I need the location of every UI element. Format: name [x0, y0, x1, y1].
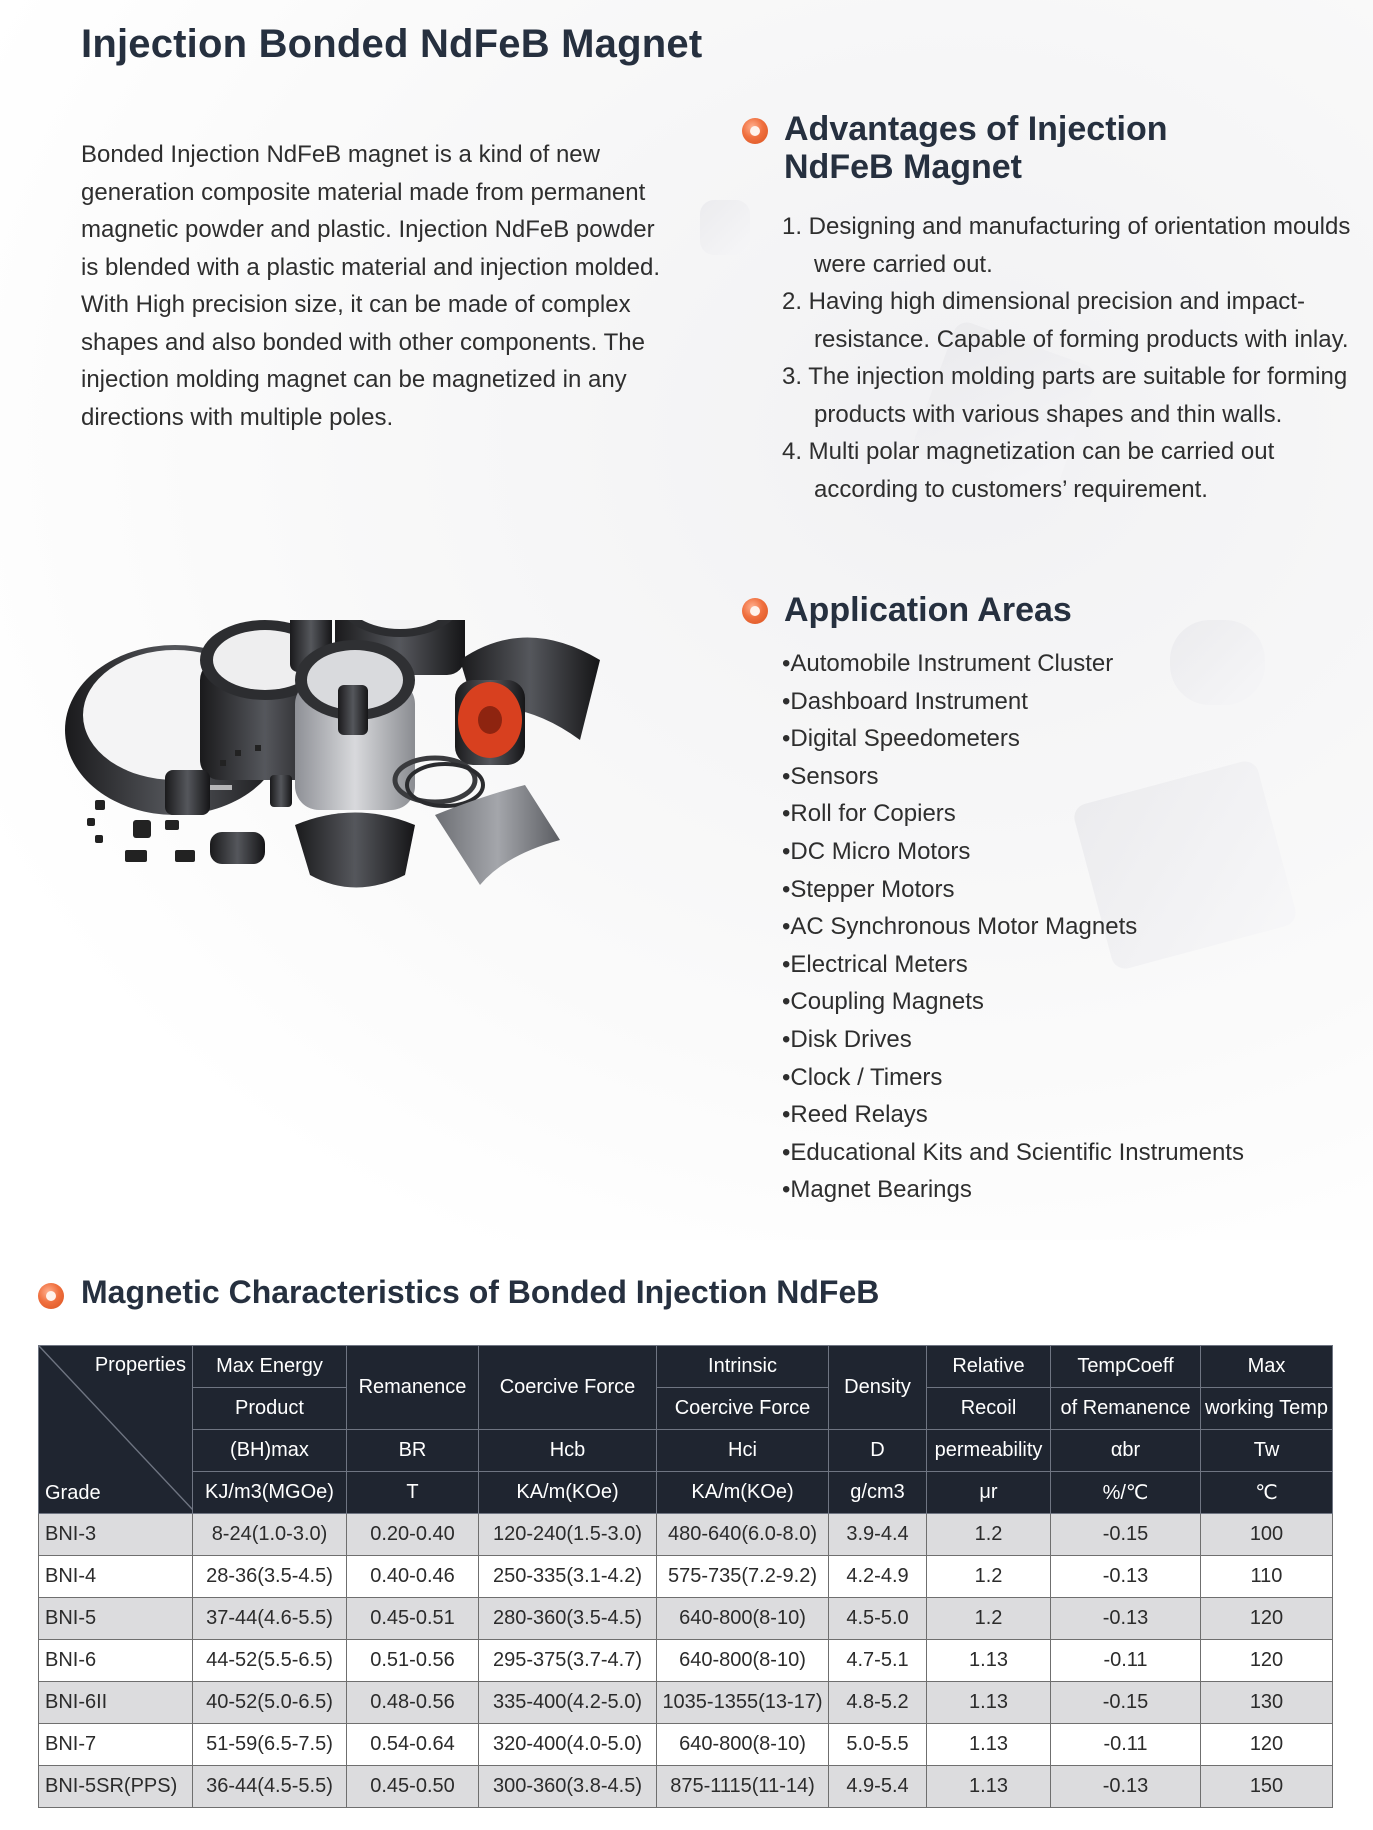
- cell-max-working-temp: 130: [1201, 1682, 1333, 1724]
- header-coercive: Coercive Force: [479, 1346, 657, 1430]
- header-maxtemp-unit: ℃: [1201, 1472, 1333, 1514]
- cell-coercive-force: 300-360(3.8-4.5): [479, 1766, 657, 1808]
- cell-intrinsic-coercive: 640-800(8-10): [657, 1598, 829, 1640]
- bullet-circle-icon: [742, 118, 768, 144]
- cell-temp-coeff: -0.11: [1051, 1640, 1201, 1682]
- header-tempcoeff-1: TempCoeff: [1051, 1346, 1201, 1388]
- header-grade: Grade: [45, 1482, 101, 1504]
- cell-remanence: 0.54-0.64: [347, 1724, 479, 1766]
- cell-coercive-force: 320-400(4.0-5.0): [479, 1724, 657, 1766]
- red-hub-magnet: [455, 680, 525, 765]
- intro-paragraph: Bonded Injection NdFeB magnet is a kind of new generation composite material made from permanent magnetic powder and plastic. Injection NdFeB powder is blended with a plastic material and injection molded. With High precision size, it can be made of complex shapes and also bonded with other components. The injection molding magnet can be magnetized in any directions with multiple poles.: [81, 141, 660, 431]
- cell-temp-coeff: -0.13: [1051, 1766, 1201, 1808]
- table-row: [39, 1724, 1333, 1766]
- cell-max-energy: 37-44(4.6-5.5): [193, 1598, 347, 1640]
- header-energy-3: (BH)max: [193, 1430, 347, 1472]
- application-item: • Dashboard Instrument: [782, 683, 1244, 721]
- cell-density: 4.7-5.1: [829, 1640, 927, 1682]
- cell-intrinsic-coercive: 1035-1355(13-17): [657, 1682, 829, 1724]
- cell-coercive-force: 295-375(3.7-4.7): [479, 1640, 657, 1682]
- header-intrinsic-3: Hci: [657, 1430, 829, 1472]
- cell-coercive-force: 280-360(3.5-4.5): [479, 1598, 657, 1640]
- application-item: • Disk Drives: [782, 1021, 1244, 1059]
- header-remanence: Remanence: [347, 1346, 479, 1430]
- application-item: • AC Synchronous Motor Magnets: [782, 908, 1244, 946]
- cell-grade: BNI-7: [39, 1724, 193, 1766]
- cell-recoil-permeability: 1.13: [927, 1682, 1051, 1724]
- cell-max-working-temp: 150: [1201, 1766, 1333, 1808]
- cell-grade: BNI-3: [39, 1514, 193, 1556]
- cell-temp-coeff: -0.15: [1051, 1514, 1201, 1556]
- cell-density: 4.8-5.2: [829, 1682, 927, 1724]
- header-intrinsic-2: Coercive Force: [657, 1388, 829, 1430]
- cell-remanence: 0.45-0.50: [347, 1766, 479, 1808]
- advantages-heading-line1: Advantages of Injection: [784, 110, 1168, 148]
- cell-max-working-temp: 120: [1201, 1598, 1333, 1640]
- cell-max-energy: 28-36(3.5-4.5): [193, 1556, 347, 1598]
- cell-density: 4.2-4.9: [829, 1556, 927, 1598]
- advantages-list: [782, 208, 1352, 508]
- cell-remanence: 0.48-0.56: [347, 1682, 479, 1724]
- cell-recoil-permeability: 1.2: [927, 1556, 1051, 1598]
- advantages-heading: [784, 110, 1168, 186]
- application-item: • Digital Speedometers: [782, 720, 1244, 758]
- bullet-circle-icon: [38, 1283, 64, 1309]
- advantages-heading-line2: NdFeB Magnet: [784, 148, 1022, 186]
- cell-intrinsic-coercive: 875-1115(11-14): [657, 1766, 829, 1808]
- cell-intrinsic-coercive: 480-640(6.0-8.0): [657, 1514, 829, 1556]
- magnet-products-image: [55, 620, 745, 1040]
- application-item: • Educational Kits and Scientific Instruments: [782, 1134, 1244, 1172]
- header-density-symbol: D: [829, 1430, 927, 1472]
- cell-density: 4.9-5.4: [829, 1766, 927, 1808]
- header-density: Density: [829, 1346, 927, 1430]
- application-item: • DC Micro Motors: [782, 833, 1244, 871]
- header-density-unit: g/cm3: [829, 1472, 927, 1514]
- cell-coercive-force: 335-400(4.2-5.0): [479, 1682, 657, 1724]
- header-maxtemp-3: Tw: [1201, 1430, 1333, 1472]
- application-item: • Stepper Motors: [782, 871, 1244, 909]
- application-item: • Roll for Copiers: [782, 795, 1244, 833]
- cell-max-energy: 36-44(4.5-5.5): [193, 1766, 347, 1808]
- header-tempcoeff-3: αbr: [1051, 1430, 1201, 1472]
- applications-heading: Application Areas: [784, 591, 1072, 629]
- cell-temp-coeff: -0.15: [1051, 1682, 1201, 1724]
- cell-intrinsic-coercive: 640-800(8-10): [657, 1640, 829, 1682]
- cell-temp-coeff: -0.13: [1051, 1598, 1201, 1640]
- cell-max-working-temp: 110: [1201, 1556, 1333, 1598]
- cell-coercive-force: 120-240(1.5-3.0): [479, 1514, 657, 1556]
- header-recoil-1: Relative: [927, 1346, 1051, 1388]
- cell-grade: BNI-5SR(PPS): [39, 1766, 193, 1808]
- advantage-item: 4. Multi polar magnetization can be carried out according to customers’ requirement.: [782, 438, 1275, 503]
- cell-intrinsic-coercive: 640-800(8-10): [657, 1724, 829, 1766]
- characteristics-heading: Magnetic Characteristics of Bonded Injection NdFeB: [81, 1274, 880, 1310]
- wedge-magnet: [295, 813, 415, 888]
- header-coercive-symbol: Hcb: [479, 1430, 657, 1472]
- cell-density: 5.0-5.5: [829, 1724, 927, 1766]
- bullet-circle-icon: [742, 598, 768, 624]
- cell-coercive-force: 250-335(3.1-4.2): [479, 1556, 657, 1598]
- header-properties: Properties: [94, 1354, 186, 1376]
- cell-grade: BNI-6II: [39, 1682, 193, 1724]
- cell-intrinsic-coercive: 575-735(7.2-9.2): [657, 1556, 829, 1598]
- cell-remanence: 0.45-0.51: [347, 1598, 479, 1640]
- cell-remanence: 0.51-0.56: [347, 1640, 479, 1682]
- cell-temp-coeff: -0.13: [1051, 1556, 1201, 1598]
- decorative-ghost-shape: [700, 200, 750, 255]
- applications-list: [782, 645, 1244, 1209]
- header-tempcoeff-2: of Remanence: [1051, 1388, 1201, 1430]
- application-item: • Electrical Meters: [782, 946, 1244, 984]
- header-intrinsic-1: Intrinsic: [657, 1346, 829, 1388]
- cell-max-energy: 8-24(1.0-3.0): [193, 1514, 347, 1556]
- header-corner-cell: [39, 1346, 193, 1514]
- cell-remanence: 0.40-0.46: [347, 1556, 479, 1598]
- cell-grade: BNI-5: [39, 1598, 193, 1640]
- cell-max-energy: 40-52(5.0-6.5): [193, 1682, 347, 1724]
- cell-recoil-permeability: 1.13: [927, 1640, 1051, 1682]
- application-item: • Reed Relays: [782, 1096, 1244, 1134]
- header-coercive-unit: KA/m(KOe): [479, 1472, 657, 1514]
- cell-recoil-permeability: 1.2: [927, 1598, 1051, 1640]
- cell-max-energy: 44-52(5.5-6.5): [193, 1640, 347, 1682]
- cell-recoil-permeability: 1.13: [927, 1724, 1051, 1766]
- header-energy-2: Product: [193, 1388, 347, 1430]
- table-row: [39, 1514, 1333, 1556]
- application-item: • Magnet Bearings: [782, 1171, 1244, 1209]
- cell-remanence: 0.20-0.40: [347, 1514, 479, 1556]
- advantage-item: 3. The injection molding parts are suitable for forming products with various shapes and thin walls.: [782, 363, 1348, 428]
- cell-density: 4.5-5.0: [829, 1598, 927, 1640]
- application-item: • Clock / Timers: [782, 1059, 1244, 1097]
- header-maxtemp-1: Max: [1201, 1346, 1333, 1388]
- cell-grade: BNI-6: [39, 1640, 193, 1682]
- table-row: [39, 1598, 1333, 1640]
- header-recoil-2: Recoil: [927, 1388, 1051, 1430]
- cell-max-energy: 51-59(6.5-7.5): [193, 1724, 347, 1766]
- cell-max-working-temp: 120: [1201, 1640, 1333, 1682]
- page-title: Injection Bonded NdFeB Magnet: [81, 22, 703, 66]
- o-rings: [395, 758, 483, 806]
- cell-max-working-temp: 100: [1201, 1514, 1333, 1556]
- table-row: [39, 1556, 1333, 1598]
- header-energy-unit: KJ/m3(MGOe): [193, 1472, 347, 1514]
- advantage-item: 2. Having high dimensional precision and impact-resistance. Capable of forming products with inlay.: [782, 288, 1349, 353]
- advantage-item: 1. Designing and manufacturing of orientation moulds were carried out.: [782, 213, 1351, 278]
- application-item: • Automobile Instrument Cluster: [782, 645, 1244, 683]
- cell-grade: BNI-4: [39, 1556, 193, 1598]
- cell-recoil-permeability: 1.13: [927, 1766, 1051, 1808]
- header-intrinsic-unit: KA/m(KOe): [657, 1472, 829, 1514]
- characteristics-table: [38, 1345, 1333, 1808]
- table-row: [39, 1640, 1333, 1682]
- cell-max-working-temp: 120: [1201, 1724, 1333, 1766]
- application-item: • Coupling Magnets: [782, 983, 1244, 1021]
- header-energy-1: Max Energy: [193, 1346, 347, 1388]
- cell-temp-coeff: -0.11: [1051, 1724, 1201, 1766]
- header-recoil-unit: μr: [927, 1472, 1051, 1514]
- header-tempcoeff-unit: %/℃: [1051, 1472, 1201, 1514]
- cell-recoil-permeability: 1.2: [927, 1514, 1051, 1556]
- characteristics-table-body: [39, 1514, 1333, 1808]
- header-remanence-symbol: BR: [347, 1430, 479, 1472]
- cell-density: 3.9-4.4: [829, 1514, 927, 1556]
- header-recoil-3: permeability: [927, 1430, 1051, 1472]
- header-remanence-unit: T: [347, 1472, 479, 1514]
- table-row: [39, 1766, 1333, 1808]
- header-maxtemp-2: working Temp: [1201, 1388, 1333, 1430]
- application-item: • Sensors: [782, 758, 1244, 796]
- table-row: [39, 1682, 1333, 1724]
